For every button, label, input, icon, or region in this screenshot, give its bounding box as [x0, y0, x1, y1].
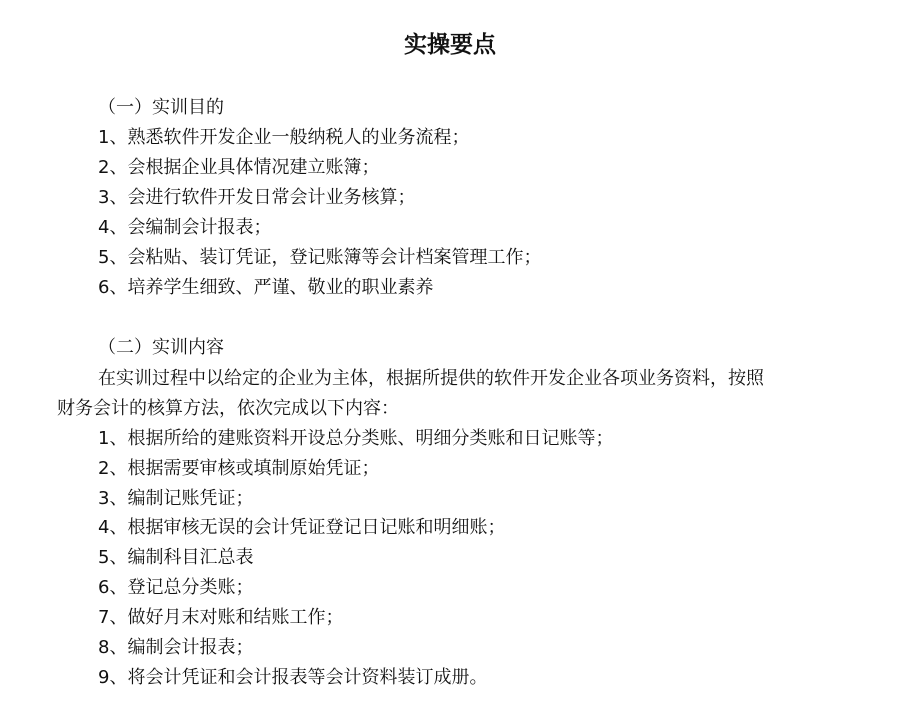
- section2-item-1: 1、根据所给的建账资料开设总分类账、明细分类账和日记账等；: [98, 428, 614, 449]
- section2-item-5: 5、编制科目汇总表: [98, 547, 254, 568]
- section1-heading: （一）实训目的: [98, 97, 224, 118]
- section1-item-3: 3、会进行软件开发日常会计业务核算；: [98, 187, 416, 208]
- section2-item-8: 8、编制会计报表；: [98, 637, 254, 658]
- section2-item-6: 6、登记总分类账；: [98, 577, 254, 598]
- section1-item-1: 1、熟悉软件开发企业一般纳税人的业务流程；: [98, 127, 470, 148]
- section2-item-2: 2、根据需要审核或填制原始凭证；: [98, 458, 380, 479]
- section1-item-4: 4、会编制会计报表；: [98, 217, 272, 238]
- page-title: 实操要点: [404, 32, 496, 58]
- section2-item-9: 9、将会计凭证和会计报表等会计资料装订成册。: [98, 667, 488, 688]
- section2-paragraph-line2: 财务会计的核算方法，依次完成以下内容：: [57, 398, 399, 419]
- section2-paragraph-line1: 在实训过程中以给定的企业为主体，根据所提供的软件开发企业各项业务资料，按照: [98, 368, 764, 389]
- section2-item-3: 3、编制记账凭证；: [98, 488, 254, 509]
- section2-item-7: 7、做好月末对账和结账工作；: [98, 607, 344, 628]
- section1-item-6: 6、培养学生细致、严谨、敬业的职业素养: [98, 277, 434, 298]
- section1-item-5: 5、会粘贴、装订凭证，登记账簿等会计档案管理工作；: [98, 247, 542, 268]
- section2-item-4: 4、根据审核无误的会计凭证登记日记账和明细账；: [98, 517, 506, 538]
- section2-heading: （二）实训内容: [98, 337, 224, 358]
- section1-item-2: 2、会根据企业具体情况建立账簿；: [98, 157, 380, 178]
